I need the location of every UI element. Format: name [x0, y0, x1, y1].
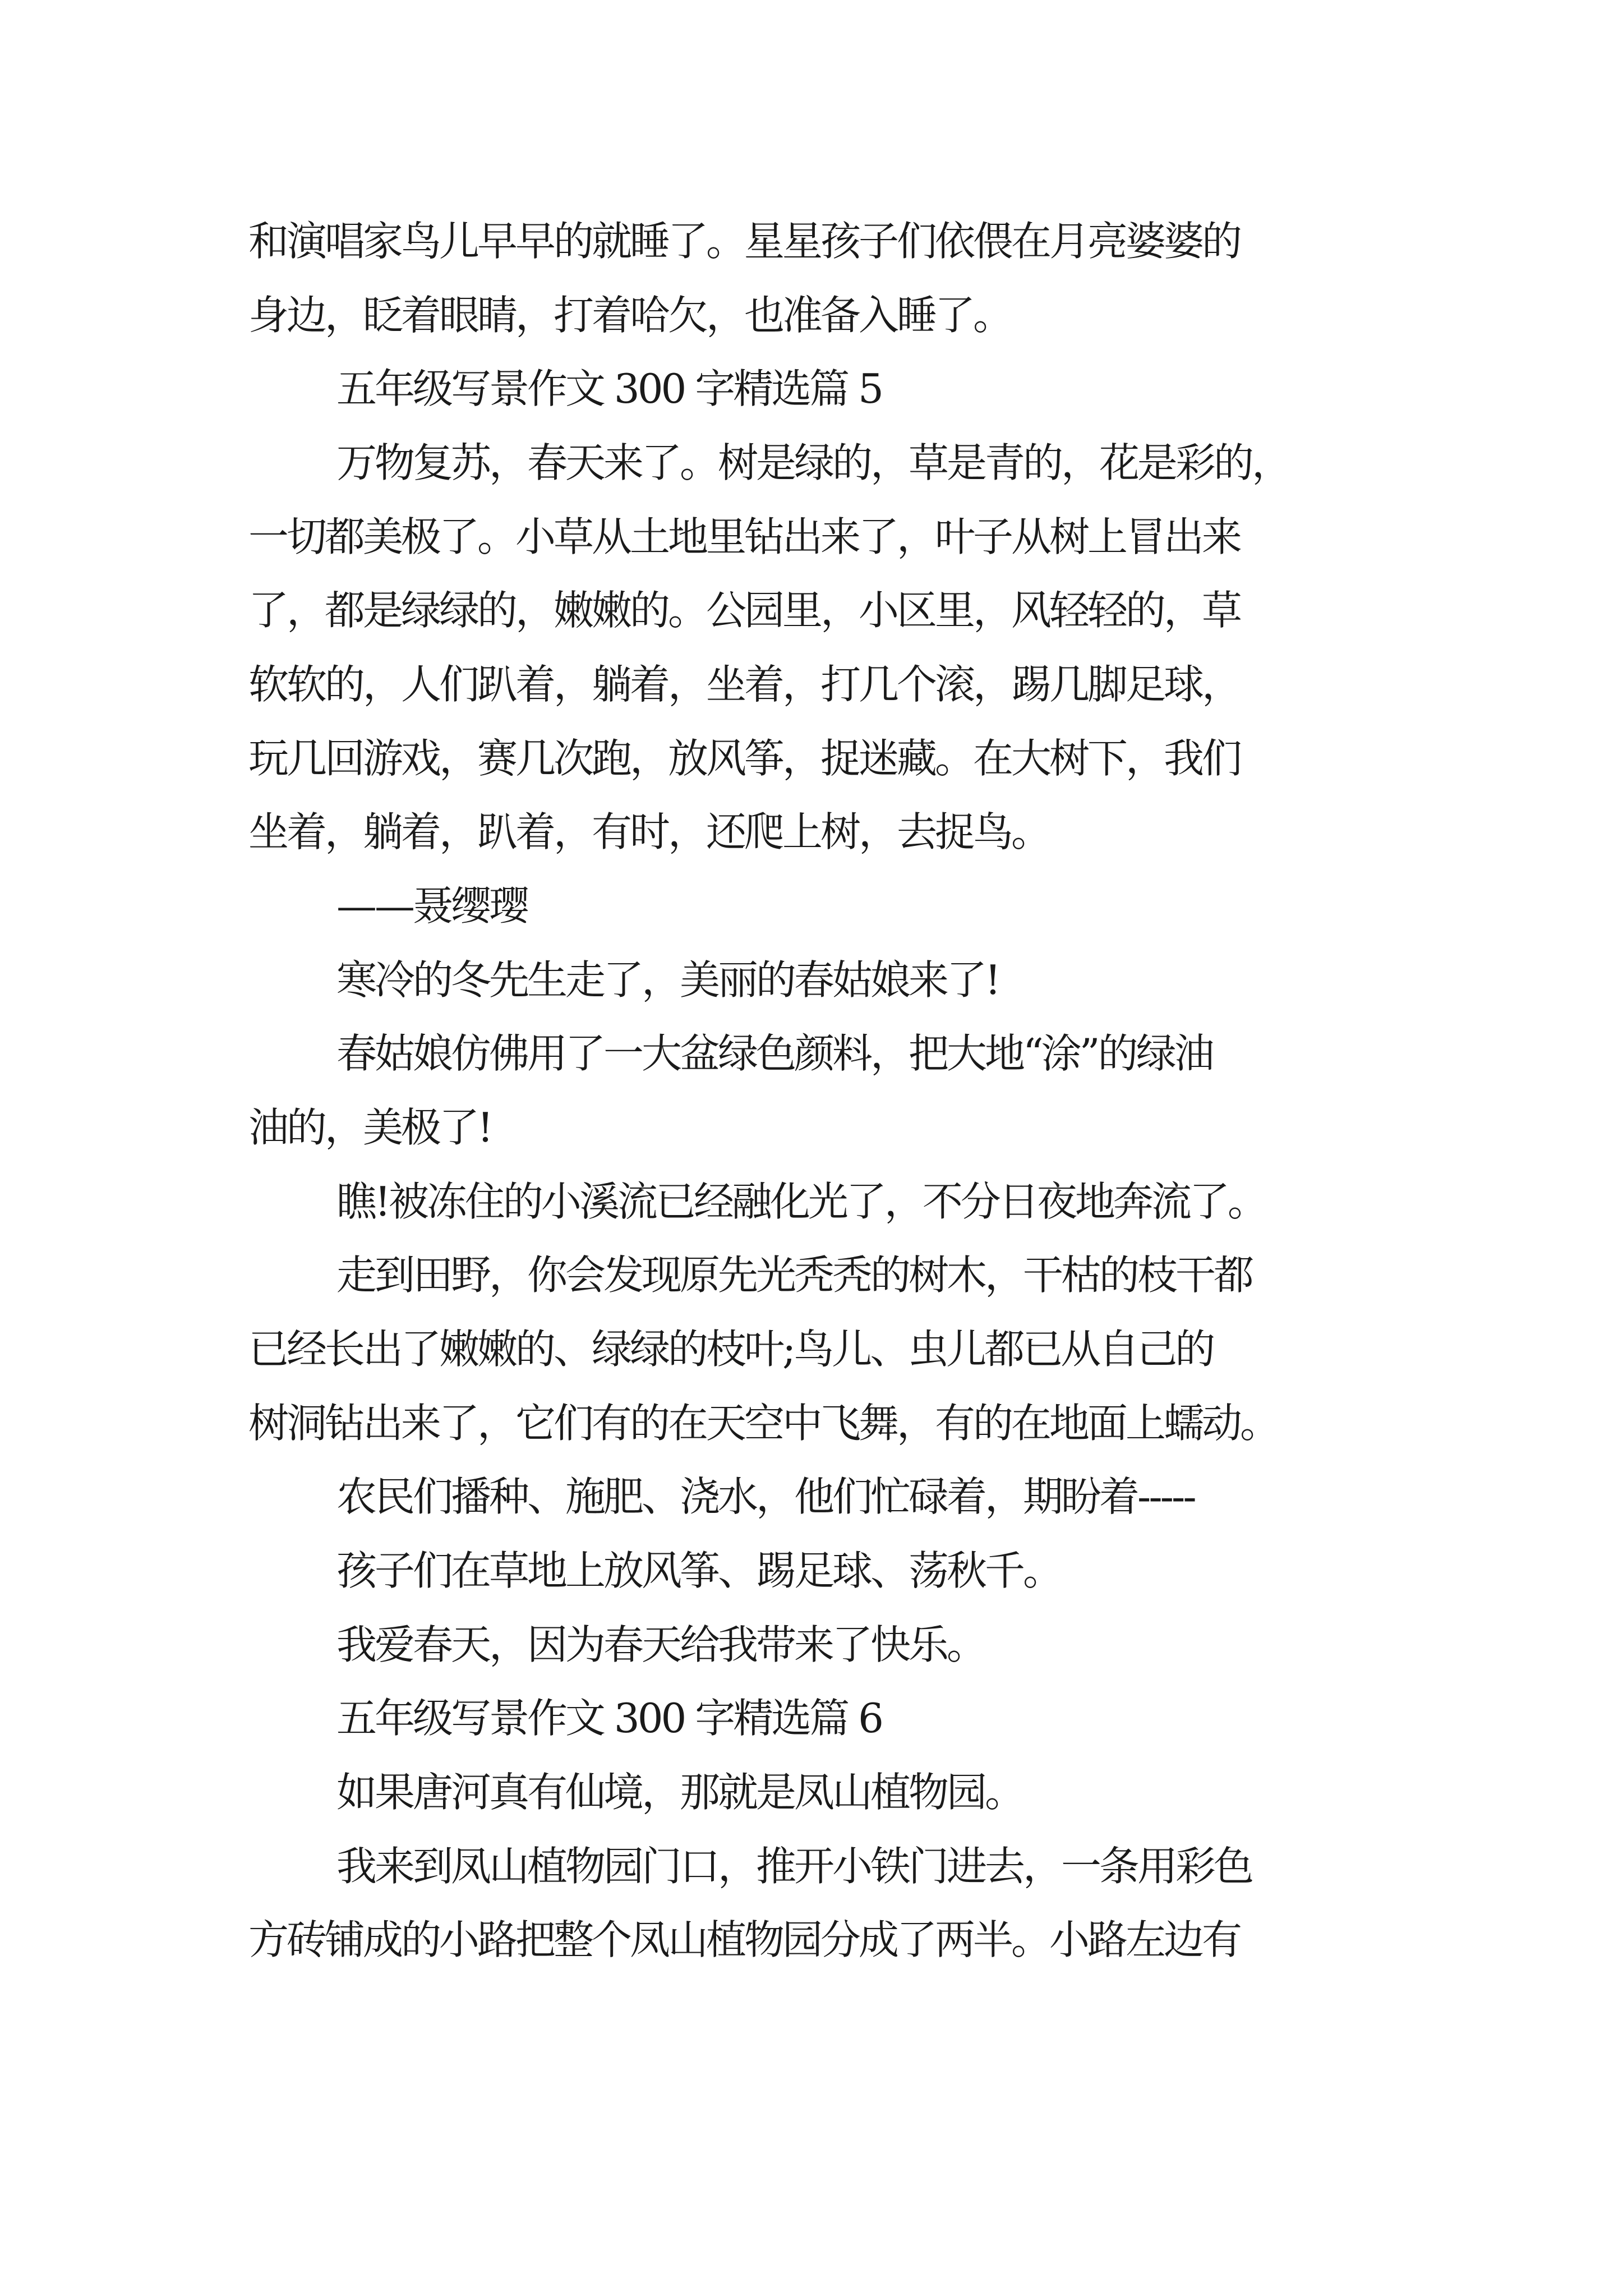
paragraph-line-16: 农民们播种、施肥、浇水，他们忙碌着，期盼着----- — [336, 1473, 1195, 1520]
paragraph-line-4: 一切都美极了。小草从土地里钻出来了，叶子从树上冒出来 — [248, 513, 1241, 560]
paragraph-line-17: 孩子们在草地上放风筝、踢足球、荡秋千。 — [336, 1547, 1062, 1594]
paragraph-line-7: 玩几回游戏，赛几次跑，放风筝，捉迷藏。在大树下，我们 — [248, 735, 1241, 782]
paragraph-line-10: 春姑娘仿佛用了一大盆绿色颜料，把大地“涂”的绿油 — [336, 1030, 1212, 1077]
paragraph-line-3: 万物复苏，春天来了。树是绿的，草是青的，花是彩的， — [336, 439, 1290, 486]
paragraph-line-1: 和演唱家鸟儿早早的就睡了。星星孩子们依偎在月亮婆婆的 — [248, 218, 1241, 265]
paragraph-line-18: 我爱春天，因为春天给我带来了快乐。 — [336, 1621, 985, 1668]
paragraph-line-12: 瞧!被冻住的小溪流已经融化光了，不分日夜地奔流了。 — [336, 1178, 1266, 1225]
paragraph-line-5: 了，都是绿绿的，嫩嫩的。公园里，小区里，风轻轻的，草 — [248, 587, 1241, 634]
paragraph-line-14: 已经长出了嫩嫩的、绿绿的枝叶;鸟儿、虫儿都已从自己的 — [248, 1326, 1214, 1373]
paragraph-line-21: 方砖铺成的小路把整个凤山植物园分成了两半。小路左边有 — [248, 1916, 1241, 1963]
paragraph-line-15: 树洞钻出来了，它们有的在天空中飞舞，有的在地面上蠕动。 — [248, 1400, 1279, 1447]
paragraph-line-11: 油的，美极了! — [248, 1104, 491, 1151]
section-heading-5: 五年级写景作文 300 字精选篇 5 — [336, 365, 882, 412]
paragraph-line-19: 如果唐河真有仙境，那就是凤山植物园。 — [336, 1769, 1023, 1816]
author-byline: ——聂缨璎 — [336, 882, 528, 930]
paragraph-line-13: 走到田野，你会发现原先光秃秃的树木，干枯的枝干都 — [336, 1251, 1252, 1299]
section-heading-6: 五年级写景作文 300 字精选篇 6 — [336, 1695, 882, 1742]
paragraph-line-20: 我来到凤山植物园门口，推开小铁门进去，一条用彩色 — [336, 1843, 1252, 1890]
paragraph-line-6: 软软的，人们趴着，躺着，坐着，打几个滚，踢几脚足球， — [248, 661, 1241, 708]
paragraph-line-8: 坐着，躺着，趴着，有时，还爬上树，去捉鸟。 — [248, 808, 1050, 855]
paragraph-line-2: 身边，眨着眼睛，打着哈欠，也准备入睡了。 — [248, 292, 1012, 339]
paragraph-line-9: 寒冷的冬先生走了，美丽的春姑娘来了! — [336, 956, 999, 1004]
